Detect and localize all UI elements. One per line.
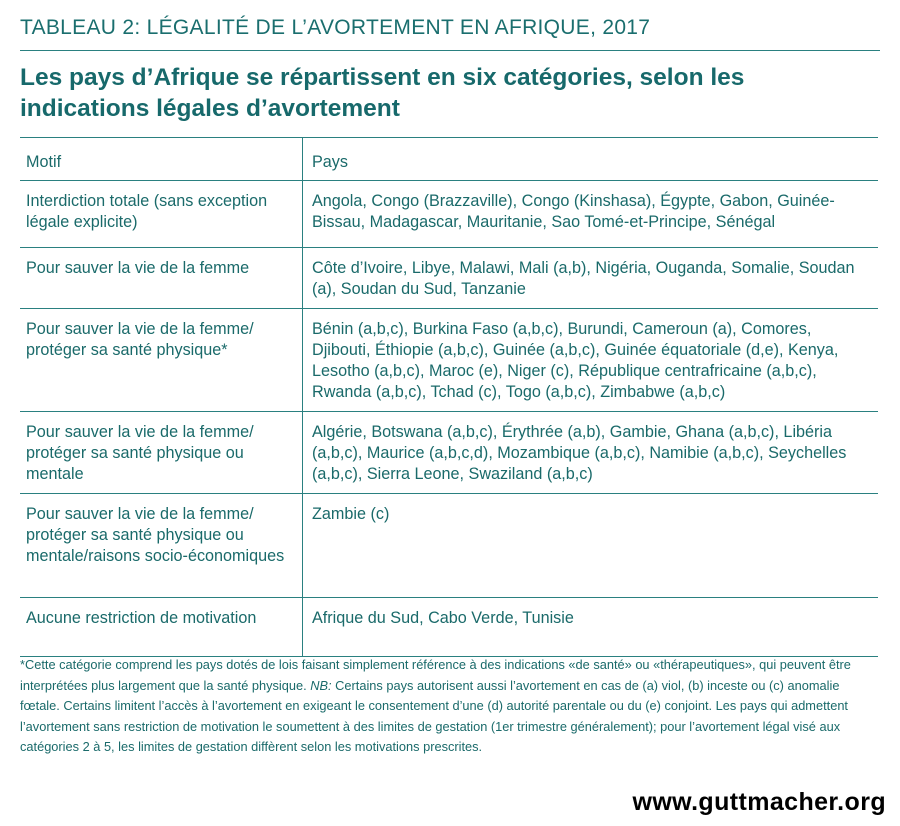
- table-row: [20, 598, 878, 657]
- footnote-nb-label: NB:: [310, 677, 332, 693]
- pays-cell: Angola, Congo (Brazzaville), Congo (Kinshasa), Égypte, Gabon, Guinée-Bissau, Madagascar, Mauritanie, Sao Tomé-et-Principe, Sénégal: [303, 181, 879, 248]
- motif-cell: Pour sauver la vie de la femme: [20, 248, 303, 309]
- table-eyebrow-title: TABLEAU 2: LÉGALITÉ DE L’AVORTEMENT EN AFRIQUE, 2017: [20, 16, 880, 51]
- table-row: [20, 248, 878, 309]
- motif-cell: Aucune restriction de motivation: [20, 598, 303, 657]
- motif-cell: Pour sauver la vie de la femme/ protéger sa santé physique*: [20, 309, 303, 412]
- table-row: [20, 181, 878, 248]
- table-row: [20, 494, 878, 598]
- motif-cell: Pour sauver la vie de la femme/ protéger sa santé physique ou mentale: [20, 412, 303, 494]
- pays-cell: Bénin (a,b,c), Burkina Faso (a,b,c), Burundi, Cameroun (a), Comores, Djibouti, Éthiopie (a,b,c), Guinée (a,b,c), Guinée équatoriale (d,e), Kenya, Lesotho (a,b,c), Maroc (e), Niger (c), République centrafricaine (a,b,c), Rwanda (a,b,c), Tchad (c), Togo (a,b,c), Zimbabwe (a,b,c): [303, 309, 879, 412]
- pays-cell: Zambie (c): [303, 494, 879, 598]
- table-header-row: [20, 138, 878, 181]
- motif-cell: Pour sauver la vie de la femme/ protéger sa santé physique ou mentale/raisons socio-économiques: [20, 494, 303, 598]
- column-header-pays: Pays: [312, 153, 348, 171]
- pays-cell: Côte d’Ivoire, Libye, Malawi, Mali (a,b), Nigéria, Ouganda, Somalie, Soudan (a), Soudan du Sud, Tanzanie: [303, 248, 879, 309]
- guttmacher-url: www.guttmacher.org: [632, 788, 886, 816]
- footnote-text-start: *Cette catégorie comprend les pays dotés de lois faisant simplement référence à des indications «de santé» ou «thérapeutiques», qui peuvent être interprétées plus largement que la santé physique.: [20, 657, 851, 693]
- table-footnote: [20, 655, 880, 758]
- footnote-text-end: Certains pays autorisent aussi l’avortement en cas de (a) viol, (b) inceste ou (c) anomalie fœtale. Certains limitent l’accès à l’avortement en exigeant le consentement d’une (d) autorité parentale ou du (e) conjoint. Les pays qui admettent l’avortement sans restriction de motivation le soumettent à des limites de gestation (1er trimestre généralement); pour l’avortement légal visé aux catégories 2 à 5, les limites de gestation diffèrent selon les motivations prescrites.: [20, 677, 848, 754]
- abortion-legality-table: [20, 137, 878, 657]
- column-header-motif: Motif: [20, 138, 303, 181]
- table-row: [20, 412, 878, 494]
- pays-cell: Afrique du Sud, Cabo Verde, Tunisie: [303, 598, 879, 657]
- table-headline: Les pays d’Afrique se répartissent en six catégories, selon les indications légales d’avortement: [20, 64, 745, 122]
- table-row: [20, 309, 878, 412]
- motif-cell: Interdiction totale (sans exception légale explicite): [20, 181, 303, 248]
- pays-cell: Algérie, Botswana (a,b,c), Érythrée (a,b), Gambie, Ghana (a,b,c), Libéria (a,b,c), Maurice (a,b,c,d), Mozambique (a,b,c), Namibie (a,b,c), Seychelles (a,b,c), Sierra Leone, Swaziland (a,b,c): [303, 412, 879, 494]
